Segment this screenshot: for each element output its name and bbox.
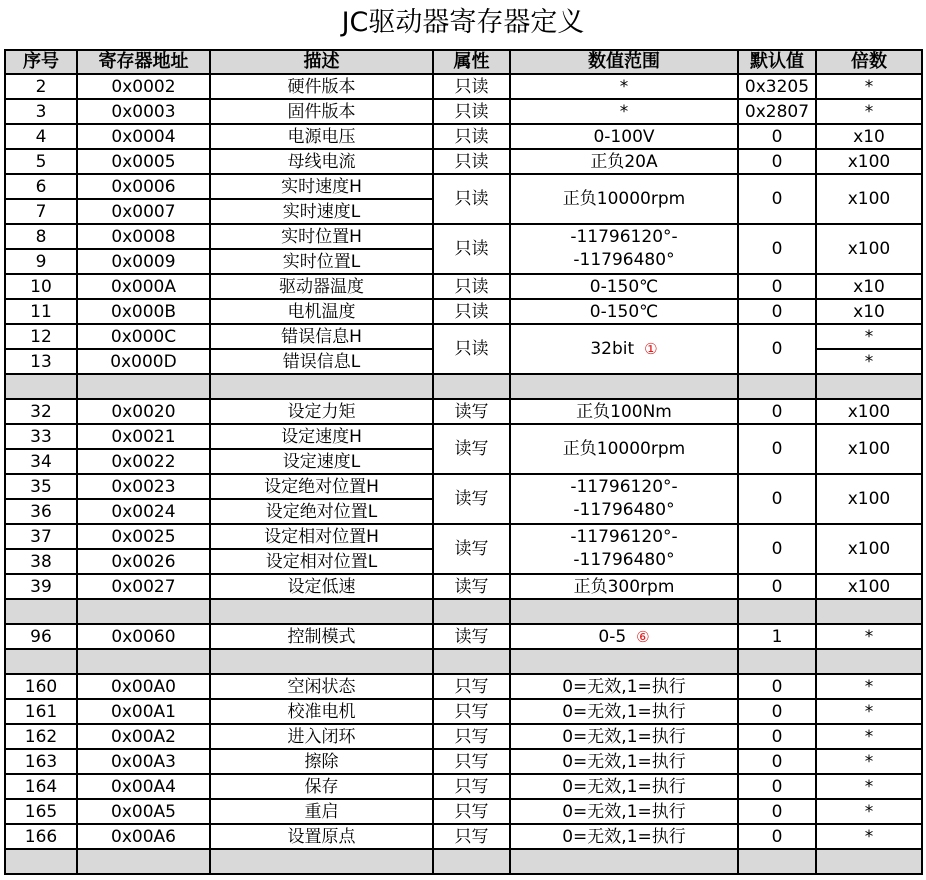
cell-range: 正负20A [510,149,738,174]
cell-attribute: 只读 [433,74,510,99]
cell-address: 0x00A5 [77,799,210,824]
document-title: JC驱动器寄存器定义 [341,7,585,38]
col-header-attribute: 属性 [433,50,510,74]
cell-address: 0x00A4 [77,774,210,799]
range-text: 0-5 [598,626,627,647]
cell-address: 0x0004 [77,124,210,149]
cell-attribute: 读写 [433,574,510,599]
cell-description: 驱动器温度 [210,274,433,299]
cell-multiplier: * [816,699,922,724]
separator-cell [5,649,77,674]
cell-description: 校准电机 [210,699,433,724]
table-row [5,149,922,174]
cell-seq: 96 [5,624,77,649]
table-row [5,224,922,249]
cell-attribute: 只读 [433,124,510,149]
cell-multiplier: * [816,799,922,824]
cell-address: 0x0027 [77,574,210,599]
cell-seq: 33 [5,424,77,449]
cell-attribute: 只写 [433,749,510,774]
cell-seq: 3 [5,99,77,124]
cell-multiplier: * [816,624,922,649]
col-header-range: 数值范围 [510,50,738,74]
separator-cell [510,599,738,624]
cell-seq: 38 [5,549,77,574]
cell-default: 0x2807 [738,99,816,124]
separator-cell [77,649,210,674]
separator-cell [5,849,77,874]
cell-multiplier: * [816,724,922,749]
table-row [5,174,922,199]
cell-default: 0 [738,274,816,299]
cell-default: 0 [738,399,816,424]
cell-address: 0x000D [77,349,210,374]
cell-address: 0x0024 [77,499,210,524]
cell-attribute: 只读 [433,274,510,299]
separator-cell [433,649,510,674]
cell-attribute: 只读 [433,324,510,374]
separator-row [5,374,922,399]
cell-range: 0=无效,1=执行 [510,824,738,849]
cell-multiplier: * [816,99,922,124]
cell-attribute: 只写 [433,699,510,724]
cell-attribute: 只读 [433,174,510,224]
separator-cell [77,849,210,874]
separator-cell [77,374,210,399]
cell-multiplier: * [816,774,922,799]
cell-description: 错误信息H [210,324,433,349]
separator-cell [816,849,922,874]
cell-default: 0 [738,799,816,824]
cell-multiplier: x100 [816,174,922,224]
cell-attribute: 读写 [433,424,510,474]
cell-default: 0 [738,524,816,574]
cell-seq: 10 [5,274,77,299]
cell-range: 正负100Nm [510,399,738,424]
cell-address: 0x00A0 [77,674,210,699]
cell-address: 0x0005 [77,149,210,174]
cell-seq: 35 [5,474,77,499]
separator-cell [210,849,433,874]
cell-default: 0 [738,224,816,274]
cell-seq: 8 [5,224,77,249]
cell-range: * [510,74,738,99]
cell-range [510,624,738,649]
cell-range: 正负10000rpm [510,424,738,474]
cell-seq: 36 [5,499,77,524]
cell-attribute: 只写 [433,774,510,799]
cell-seq: 9 [5,249,77,274]
separator-cell [816,649,922,674]
cell-address: 0x0023 [77,474,210,499]
table-row [5,399,922,424]
cell-seq: 11 [5,299,77,324]
table-row [5,274,922,299]
cell-range: -11796120°--11796480° [510,524,738,574]
cell-attribute: 只读 [433,224,510,274]
cell-description: 设定相对位置H [210,524,433,549]
cell-seq: 5 [5,149,77,174]
cell-description: 进入闭环 [210,724,433,749]
cell-description: 设定相对位置L [210,549,433,574]
cell-default: 0 [738,124,816,149]
cell-address: 0x0021 [77,424,210,449]
table-row [5,724,922,749]
cell-default: 0 [738,774,816,799]
separator-cell [738,649,816,674]
col-header-multiplier: 倍数 [816,50,922,74]
cell-default: 0 [738,699,816,724]
cell-multiplier: * [816,324,922,349]
cell-seq: 6 [5,174,77,199]
cell-description: 实时速度H [210,174,433,199]
cell-range: 0=无效,1=执行 [510,674,738,699]
separator-cell [433,374,510,399]
cell-description: 重启 [210,799,433,824]
cell-range: -11796120°--11796480° [510,224,738,274]
cell-seq: 161 [5,699,77,724]
cell-attribute: 只读 [433,299,510,324]
cell-range: -11796120°--11796480° [510,474,738,524]
cell-multiplier: x100 [816,424,922,474]
footnote-marker: ① [644,340,658,358]
cell-attribute: 只写 [433,799,510,824]
table-row [5,74,922,99]
cell-description: 空闲状态 [210,674,433,699]
cell-address: 0x00A6 [77,824,210,849]
cell-default: 0 [738,724,816,749]
separator-cell [510,849,738,874]
table-row [5,824,922,849]
separator-cell [816,374,922,399]
cell-multiplier: x100 [816,524,922,574]
separator-cell [210,599,433,624]
cell-attribute: 只读 [433,99,510,124]
cell-range: 0=无效,1=执行 [510,799,738,824]
cell-multiplier: * [816,74,922,99]
cell-attribute: 只写 [433,824,510,849]
col-header-description: 描述 [210,50,433,74]
cell-address: 0x0007 [77,199,210,224]
cell-description: 实时位置H [210,224,433,249]
table-row [5,324,922,349]
cell-description: 硬件版本 [210,74,433,99]
separator-cell [738,599,816,624]
cell-seq: 12 [5,324,77,349]
separator-cell [510,374,738,399]
cell-seq: 165 [5,799,77,824]
cell-seq: 4 [5,124,77,149]
cell-address: 0x000A [77,274,210,299]
col-header-address: 寄存器地址 [77,50,210,74]
footnote-marker: ⑥ [636,627,650,646]
cell-range: 0=无效,1=执行 [510,774,738,799]
cell-range: 0-100V [510,124,738,149]
cell-default: 0x3205 [738,74,816,99]
table-row [5,749,922,774]
separator-cell [77,599,210,624]
cell-seq: 166 [5,824,77,849]
cell-address: 0x00A1 [77,699,210,724]
cell-address: 0x0026 [77,549,210,574]
table-row [5,524,922,549]
cell-range: 0=无效,1=执行 [510,749,738,774]
cell-address: 0x0008 [77,224,210,249]
separator-cell [210,649,433,674]
table-row [5,624,922,649]
cell-multiplier: x10 [816,299,922,324]
cell-description: 设定力矩 [210,399,433,424]
cell-default: 1 [738,624,816,649]
cell-multiplier: * [816,749,922,774]
cell-default: 0 [738,749,816,774]
col-header-default: 默认值 [738,50,816,74]
cell-default: 0 [738,424,816,474]
cell-description: 设定绝对位置H [210,474,433,499]
cell-range: 正负300rpm [510,574,738,599]
cell-seq: 34 [5,449,77,474]
cell-default: 0 [738,824,816,849]
cell-multiplier: x100 [816,224,922,274]
cell-address: 0x0022 [77,449,210,474]
cell-attribute: 读写 [433,399,510,424]
cell-seq: 7 [5,199,77,224]
cell-description: 擦除 [210,749,433,774]
cell-description: 设定速度L [210,449,433,474]
cell-description: 错误信息L [210,349,433,374]
table-row [5,99,922,124]
cell-range: 0-150℃ [510,274,738,299]
cell-range: * [510,99,738,124]
cell-seq: 37 [5,524,77,549]
cell-multiplier: x10 [816,274,922,299]
cell-multiplier: * [816,349,922,374]
cell-description: 母线电流 [210,149,433,174]
separator-cell [5,599,77,624]
cell-description: 设置原点 [210,824,433,849]
cell-description: 设定绝对位置L [210,499,433,524]
cell-address: 0x0002 [77,74,210,99]
cell-address: 0x0006 [77,174,210,199]
cell-description: 保存 [210,774,433,799]
cell-range: 0-150℃ [510,299,738,324]
cell-seq: 160 [5,674,77,699]
cell-default: 0 [738,299,816,324]
cell-address: 0x00A3 [77,749,210,774]
table-row [5,674,922,699]
range-text: 32bit [590,339,635,359]
separator-cell [738,849,816,874]
table-row [5,299,922,324]
cell-attribute: 只写 [433,674,510,699]
cell-default: 0 [738,149,816,174]
table-row [5,574,922,599]
cell-seq: 32 [5,399,77,424]
table-row [5,474,922,499]
cell-seq: 2 [5,74,77,99]
cell-multiplier: x100 [816,149,922,174]
cell-seq: 163 [5,749,77,774]
cell-seq: 39 [5,574,77,599]
cell-multiplier: x100 [816,574,922,599]
separator-cell [510,649,738,674]
cell-range: 正负10000rpm [510,174,738,224]
cell-address: 0x0025 [77,524,210,549]
cell-range: 0=无效,1=执行 [510,724,738,749]
separator-cell [433,599,510,624]
cell-seq: 162 [5,724,77,749]
cell-default: 0 [738,674,816,699]
cell-description: 固件版本 [210,99,433,124]
register-table [4,49,923,875]
cell-attribute: 读写 [433,474,510,524]
cell-multiplier: x10 [816,124,922,149]
table-row [5,799,922,824]
cell-address: 0x0003 [77,99,210,124]
cell-attribute: 只读 [433,149,510,174]
cell-attribute: 只写 [433,724,510,749]
cell-default: 0 [738,174,816,224]
cell-multiplier: * [816,674,922,699]
separator-cell [5,374,77,399]
header-row [5,50,922,74]
cell-seq: 164 [5,774,77,799]
cell-multiplier: x100 [816,399,922,424]
cell-description: 实时速度L [210,199,433,224]
cell-seq: 13 [5,349,77,374]
table-row [5,774,922,799]
cell-description: 实时位置L [210,249,433,274]
separator-cell [433,849,510,874]
cell-description: 电机温度 [210,299,433,324]
separator-cell [816,599,922,624]
cell-description: 设定速度H [210,424,433,449]
cell-description: 电源电压 [210,124,433,149]
cell-attribute: 读写 [433,524,510,574]
col-header-seq: 序号 [5,50,77,74]
table-row [5,424,922,449]
cell-multiplier: * [816,824,922,849]
separator-row [5,599,922,624]
cell-attribute: 读写 [433,624,510,649]
cell-address: 0x00A2 [77,724,210,749]
separator-row [5,849,922,874]
cell-default: 0 [738,474,816,524]
cell-range [510,324,738,374]
cell-range: 0=无效,1=执行 [510,699,738,724]
cell-address: 0x0009 [77,249,210,274]
cell-address: 0x0060 [77,624,210,649]
cell-default: 0 [738,324,816,374]
separator-cell [738,374,816,399]
separator-cell [210,374,433,399]
table-row [5,699,922,724]
cell-description: 设定低速 [210,574,433,599]
cell-address: 0x000B [77,299,210,324]
table-row [5,124,922,149]
cell-default: 0 [738,574,816,599]
separator-row [5,649,922,674]
cell-address: 0x0020 [77,399,210,424]
cell-address: 0x000C [77,324,210,349]
cell-description: 控制模式 [210,624,433,649]
cell-multiplier: x100 [816,474,922,524]
